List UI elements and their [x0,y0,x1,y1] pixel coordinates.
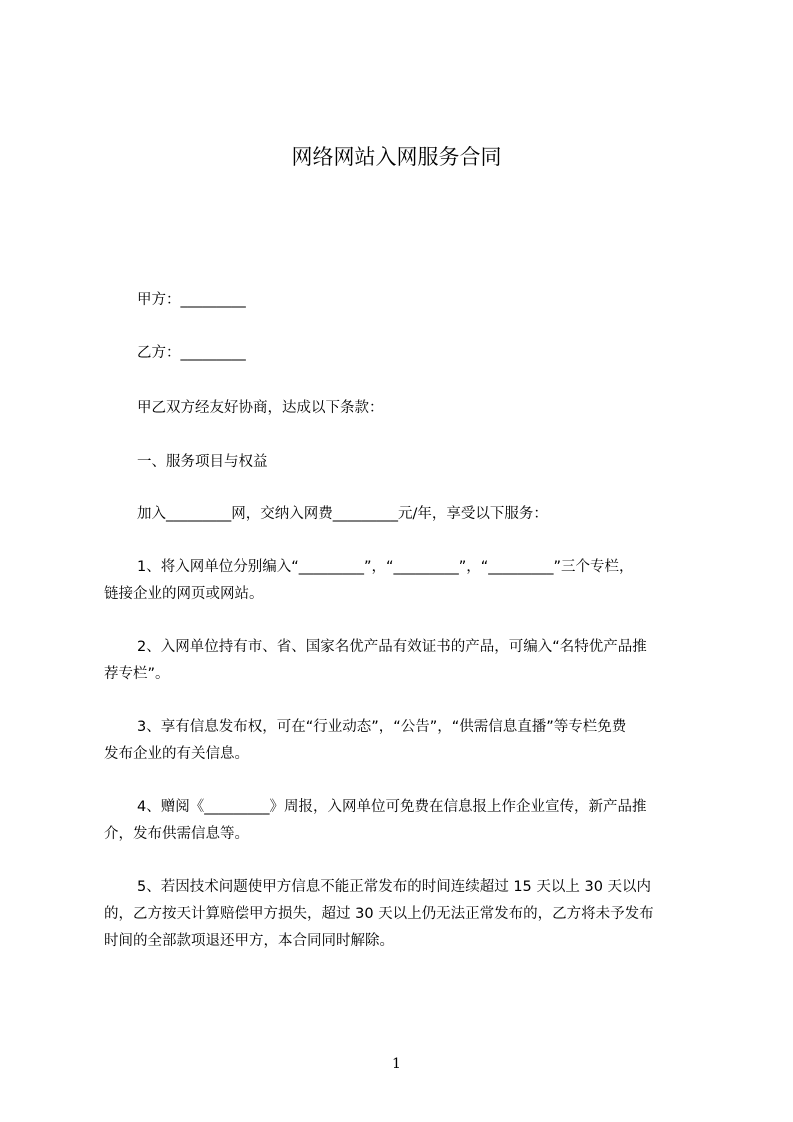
party-a-line: 甲方：_________ [137,292,246,308]
clause-item-5-line-2: 的，乙方按天计算赔偿甲方损失，超过 30 天以上仍无法正常发布的，乙方将未予发布 [104,906,654,922]
section-1-heading: 一、服务项目与权益 [137,454,268,470]
clause-item-1-line-1: 1、将入网单位分别编入“_________”，“_________”，“_________”三个专栏， [137,559,634,575]
clause-item-4-line-1: 4、赠阅《_________》周报，入网单位可免费在信息报上作企业宣传，新产品推 [137,799,647,815]
clause-item-2-line-2: 荐专栏”。 [104,666,170,682]
clause-item-3-line-1: 3、享有信息发布权，可在“行业动态”，“公告”，“供需信息直播”等专栏免费 [137,719,627,735]
clause-item-2-line-1: 2、入网单位持有市、省、国家名优产品有效证书的产品，可编入“名特优产品推 [137,639,647,655]
document-title: 网络网站入网服务合同 [291,145,502,169]
clause-item-4 [104,794,696,848]
clause-item-2 [104,634,696,688]
clause-item-3 [104,714,696,768]
clause-item-1 [104,554,696,608]
clause-item-1-line-2: 链接企业的网页或网站。 [104,586,264,602]
page-number: 1 [392,1056,401,1072]
join-clause: 加入_________网，交纳入网费_________元/年，享受以下服务： [137,506,548,522]
intro-paragraph: 甲乙双方经友好协商，达成以下条款： [137,400,384,416]
party-b-line: 乙方：_________ [137,345,246,361]
clause-item-5 [104,874,696,955]
clause-item-4-line-2: 介，发布供需信息等。 [104,826,249,842]
clause-item-3-line-2: 发布企业的有关信息。 [104,746,249,762]
clause-item-5-line-3: 时间的全部款项退还甲方，本合同同时解除。 [104,933,394,949]
clause-item-5-line-1: 5、若因技术问题使甲方信息不能正常发布的时间连续超过 15 天以上 30 天以内 [137,879,652,895]
